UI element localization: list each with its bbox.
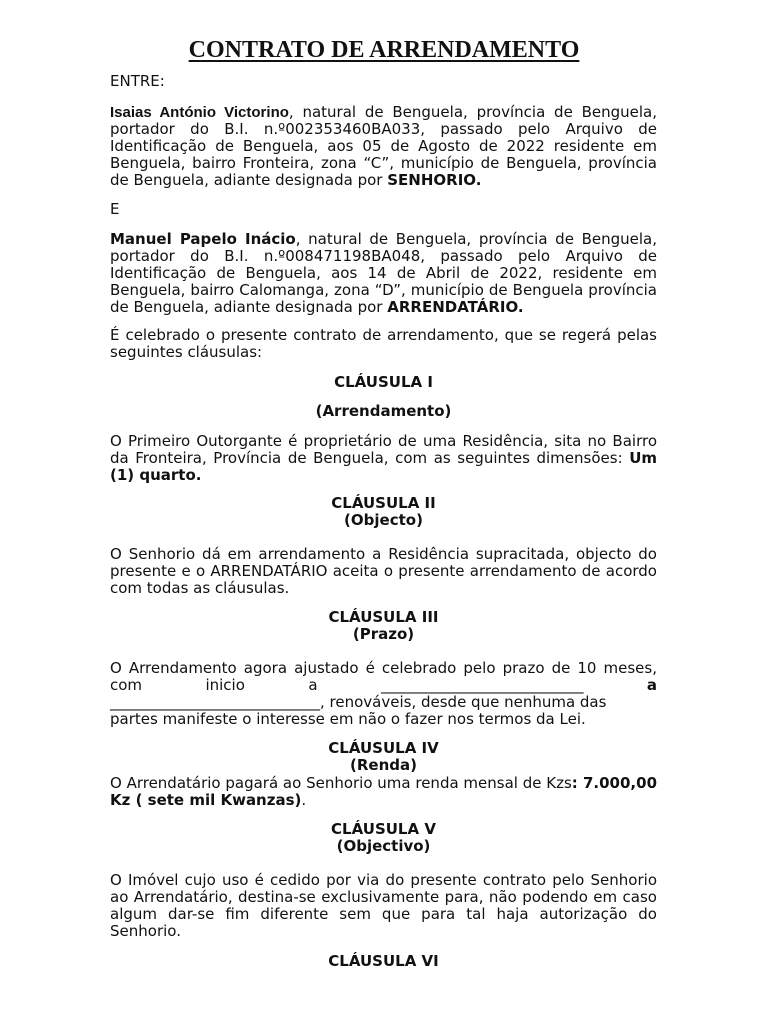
clause5-heading: CLÁUSULA V <box>331 820 436 838</box>
party1-role: SENHORIO. <box>387 171 482 189</box>
clause4-subtitle: (Renda) <box>350 756 417 774</box>
clause3-line1: O Arrendamento agora ajustado é celebrado pelo prazo de 10 meses, <box>110 659 657 677</box>
clause4-heading: CLÁUSULA IV <box>328 739 439 757</box>
clause4-bold: : 7.000,00 Kz ( sete mil Kwanzas) <box>110 774 658 809</box>
clause3-blank-start: ___________________________ <box>380 676 584 694</box>
party2-text: , natural de Benguela, província de Benguela, portador do B.I. n.º008471198BA048, passado pelo Arquivo de Identificação de Benguela, aos 14 de Abril de 2022, residente em Benguela, bairro Calomanga, zona “D”, município de Benguela província de Benguela, adiante designada por <box>110 230 657 316</box>
e-label: E <box>110 200 120 218</box>
party1-paragraph <box>110 104 657 189</box>
clause3-subtitle: (Prazo) <box>352 625 415 643</box>
clause1-paragraph <box>110 433 657 484</box>
clause3-line3-text: , renováveis, desde que nenhuma das <box>320 693 607 711</box>
document-title: CONTRATO DE ARRENDAMENTO <box>188 37 580 63</box>
clause1-text: O Primeiro Outorgante é proprietário de uma Residência, sita no Bairro da Fronteira, Província de Benguela, com as seguintes dimensões: <box>110 432 657 467</box>
clause3-word-com: com <box>110 676 143 694</box>
clause2-heading: CLÁUSULA II <box>331 494 436 512</box>
clause3-paragraph <box>110 660 657 728</box>
clause5-paragraph: O Imóvel cujo uso é cedido por via do presente contrato pelo Senhorio ao Arrendatário, destina-se exclusivamente para, não podendo em caso algum dar-se fim diferente sem que para tal haja autorização do Senhorio. <box>110 871 657 940</box>
clause4-end: . <box>301 791 307 809</box>
clause1-heading: CLÁUSULA I <box>334 373 433 391</box>
party2-paragraph <box>110 231 657 316</box>
clause2-subtitle: (Objecto) <box>344 511 423 529</box>
clause3-line4: partes manifeste o interesse em não o fazer nos termos da Lei. <box>110 710 586 728</box>
clause1-bold: Um (1) quarto. <box>110 449 657 484</box>
party1-text: , natural de Benguela, província de Benguela, portador do B.I. n.º002353460BA033, passado pelo Arquivo de Identificação de Benguela, aos 05 de Agosto de 2022 residente em Benguela, bairro Fronteira, zona “C”, município de Benguela, província de Benguela, adiante designada por <box>110 103 657 189</box>
clause6-heading: CLÁUSULA VI <box>328 952 439 970</box>
clause3-word-a: a <box>308 676 318 694</box>
clause3-line2 <box>110 677 657 694</box>
clause3-line3 <box>110 694 657 711</box>
intro-paragraph: É celebrado o presente contrato de arrendamento, que se regerá pelas seguintes cláusulas: <box>110 326 657 361</box>
clause4-text: O Arrendatário pagará ao Senhorio uma renda mensal de Kzs <box>110 774 572 792</box>
clause1-subtitle: (Arrendamento) <box>315 402 452 420</box>
clause4-paragraph <box>110 775 657 809</box>
clause5-subtitle: (Objectivo) <box>336 837 431 855</box>
party2-role: ARRENDATÁRIO. <box>387 298 524 316</box>
party1-name: Isaias António Victorino <box>110 104 289 121</box>
clause2-paragraph: O Senhorio dá em arrendamento a Residência supracitada, objecto do presente e o ARRENDATÁRIO aceita o presente arrendamento de acordo com todas as cláusulas. <box>110 545 657 597</box>
clause3-word-a-bold: a <box>646 676 657 694</box>
clause3-word-inicio: inicio <box>205 676 245 694</box>
clause3-blank-end: ____________________________ <box>110 693 320 711</box>
clause3-heading: CLÁUSULA III <box>328 608 439 626</box>
party2-name: Manuel Papelo Inácio <box>110 230 296 248</box>
entre-label: ENTRE: <box>110 72 165 90</box>
